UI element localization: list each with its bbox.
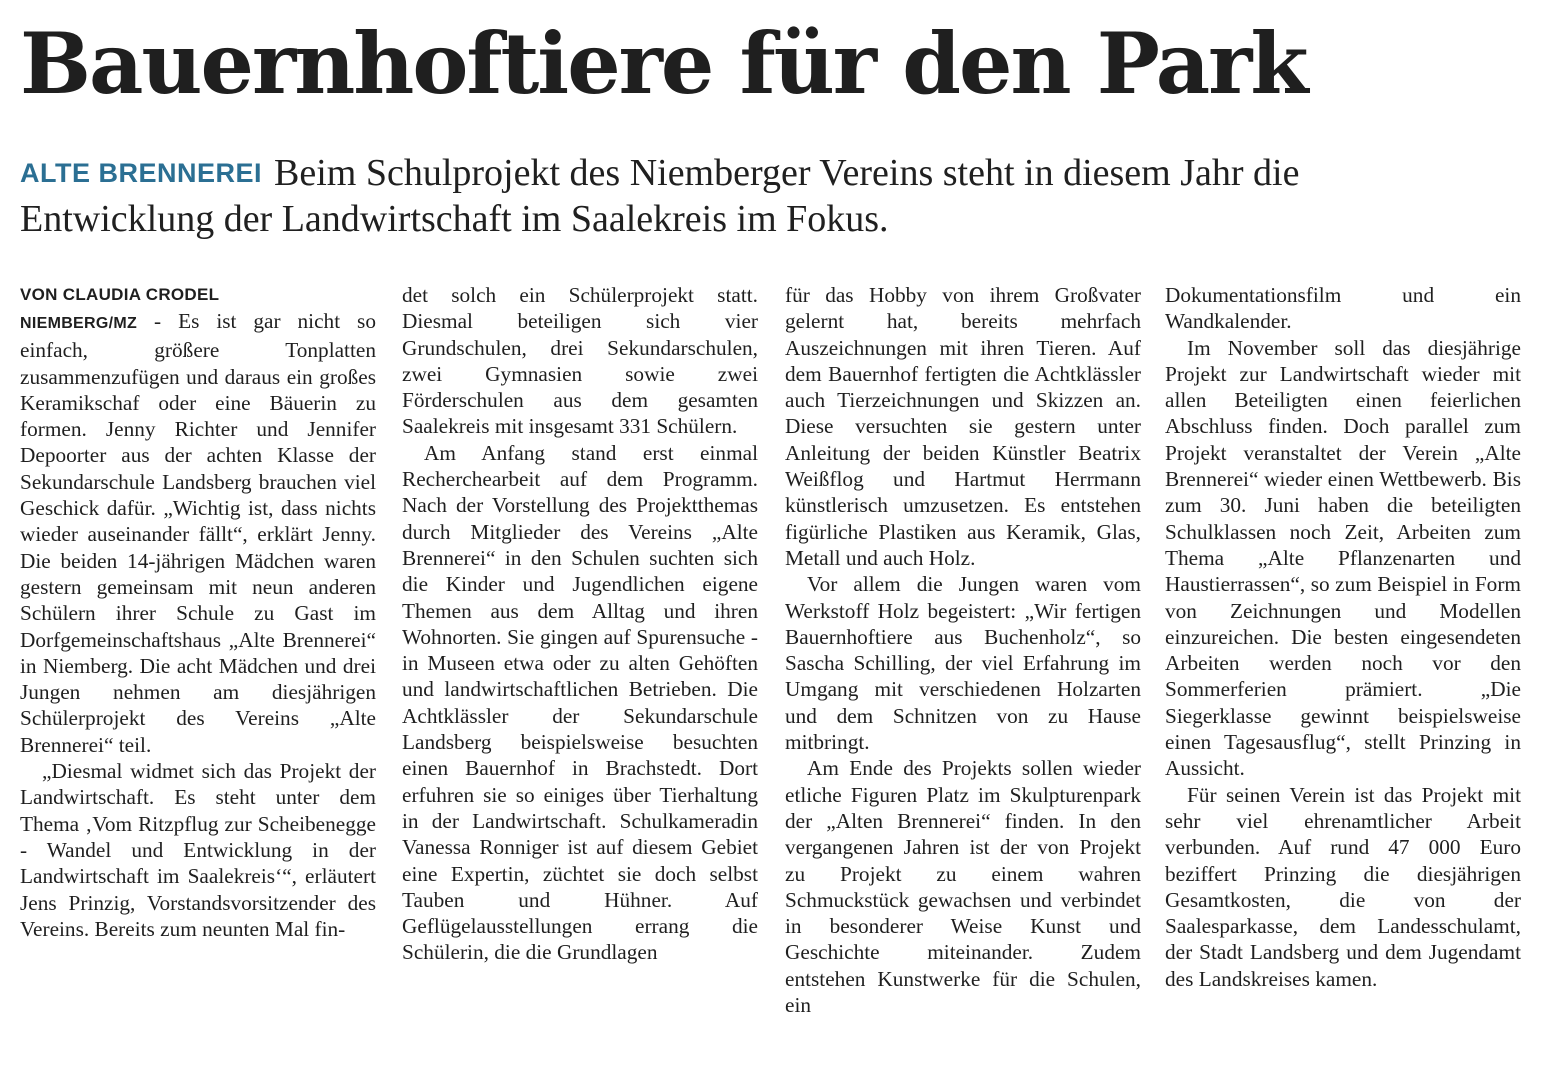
deck-text: Beim Schulprojekt des Niemberger Vereins steht in diesem Jahr die Entwicklung der Landwirtschaft im Saalekreis im Fokus. — [20, 152, 1300, 240]
paragraph — [20, 308, 376, 758]
paragraph-text: - Es ist gar nicht so einfach, größere Tonplatten zusammenzufügen und daraus ein großes Keramikschaf oder eine Bäuerin zu formen. Jenny Richter und Jennifer Depoorter aus der achten Klasse der Sekundarschule Landsberg brauchen viel Geschick dafür. „Wichtig ist, dass nichts wieder auseinander fällt“, erklärt Jenny. Die beiden 14-jährigen Mädchen waren gestern gemeinsam mit neun anderen Schülern ihrer Schule zu Gast im Dorfgemeinschaftshaus „Alte Brennerei“ in Niemberg. Die acht Mädchen und drei Jungen nehmen am diesjährigen Schülerprojekt des Vereins „Alte Brennerei“ teil. — [20, 309, 376, 757]
column-2 — [402, 282, 758, 1052]
dateline: NIEMBERG/MZ — [20, 315, 138, 332]
column-4 — [1165, 282, 1521, 1052]
byline: VON CLAUDIA CRODEL — [20, 285, 220, 304]
deck — [20, 150, 1490, 242]
paragraph: „Diesmal widmet sich das Projekt der Landwirtschaft. Es steht unter dem Thema ‚Vom Ritzpflug zur Scheibenegge - Wandel und Entwicklung in der Landwirtschaft im Saalekreis‘“, erläutert Jens Prinzig, Vorstandsvorsitzender des Vereins. Bereits zum neunten Mal fin- — [20, 759, 376, 941]
paragraph: Für seinen Verein ist das Projekt mit sehr viel ehrenamtlicher Arbeit verbunden. Auf rund 47 000 Euro beziffert Prinzing die diesjährigen Gesamtkosten, die von der Saalesparkasse, dem Landesschulamt, der Stadt Landsberg und dem Jugendamt des Landskreises kamen. — [1165, 782, 1521, 991]
column-3 — [785, 282, 1141, 1052]
paragraph: Vor allem die Jungen waren vom Werkstoff Holz begeistert: „Wir fertigen Bauernhoftiere aus Buchenholz“, so Sascha Schilling, der viel Erfahrung im Umgang mit verschiedenen Holzarten und dem Schnitzen von zu Hause mitbringt. — [785, 572, 1141, 755]
headline: Bauernhoftiere für den Park — [20, 14, 1307, 113]
rubric: ALTE BRENNEREI — [20, 158, 263, 188]
paragraph: Am Anfang stand erst einmal Recherchearbeit auf dem Programm. Nach der Vorstellung des Projektthemas durch Mitglieder des Vereins „Alte Brennerei“ in den Schulen suchten sich die Kinder und Jugendlichen eigene Themen aus dem Alltag und ihren Wohnorten. Sie gingen auf Spurensuche - in Museen etwa oder zu alten Gehöften und landwirtschaftlichen Betrieben. Die Achtklässler der Sekundarschule Landsberg beispielsweise besuchten einen Bauernhof in Brachstedt. Dort erfuhren sie so einiges über Tierhaltung in der Landwirtschaft. Schulkameradin Vanessa Ronniger ist auf diesem Gebiet eine Expertin, züchtet sie doch selbst Tauben und Hühner. Auf Geflügelausstellungen errang die Schülerin, die die Grundlagen — [402, 440, 758, 965]
paragraph: Im November soll das diesjährige Projekt zur Landwirtschaft wieder mit allen Beteiligten einen feierlichen Abschluss finden. Doch parallel zum Projekt veranstaltet der Verein „Alte Brennerei“ wieder einen Wettbewerb. Bis zum 30. Juni haben die beteiligten Schulklassen noch Zeit, Arbeiten zum Thema „Alte Pflanzenarten und Haustierrassen“, so zum Beispiel in Form von Zeichnungen und Modellen einzureichen. Die besten eingesendeten Arbeiten werden noch vor den Sommerferien prämiert. „Die Siegerklasse gewinnt beispielsweise einen Tagesausflug“, stellt Prinzing in Aussicht. — [1165, 335, 1521, 781]
column-1 — [20, 282, 376, 1052]
paragraph: für das Hobby von ihrem Großvater gelernt hat, bereits mehrfach Auszeichnungen mit ihren Tieren. Auf dem Bauernhof fertigten die Achtklässler auch Tierzeichnungen und Skizzen an. Diese versuchten sie gestern unter Anleitung der beiden Künstler Beatrix Weißflog und Hartmut Herrmann künstlerisch umzusetzen. Es entstehen figürliche Plastiken aus Keramik, Glas, Metall und auch Holz. — [785, 283, 1141, 570]
article-body — [20, 282, 1520, 1052]
paragraph: Am Ende des Projekts sollen wieder etliche Figuren Platz im Skulpturenpark der „Alten Brennerei“ finden. In den vergangenen Jahren ist der von Projekt zu Projekt zu einem wahren Schmuckstück gewachsen und verbindet in besonderer Weise Kunst und Geschichte miteinander. Zudem entstehen Kunstwerke für die Schulen, ein — [785, 756, 1141, 1018]
paragraph: Dokumentationsfilm und ein Wandkalender. — [1165, 283, 1521, 334]
paragraph: det solch ein Schülerprojekt statt. Diesmal beteiligen sich vier Grundschulen, drei Sekundarschulen, zwei Gymnasien sowie zwei Förderschulen aus dem gesamten Saalekreis mit insgesamt 331 Schülern. — [402, 283, 758, 439]
